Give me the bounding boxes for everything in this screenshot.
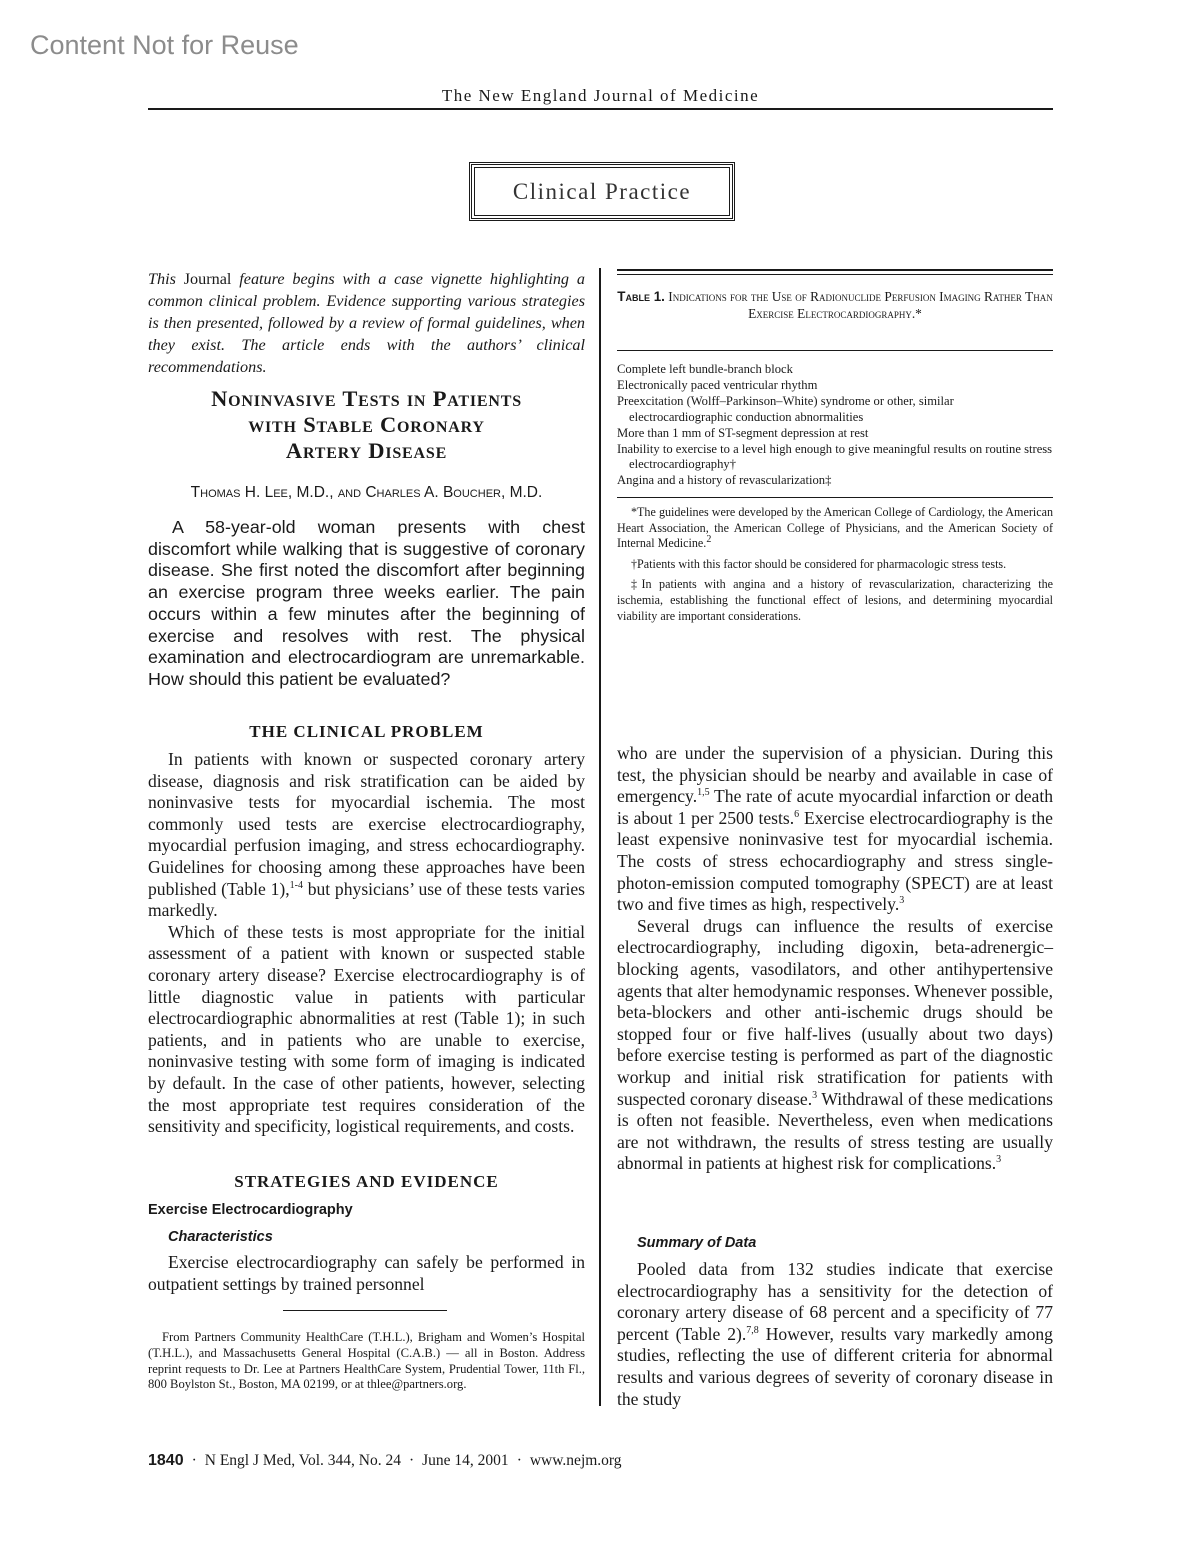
citation: N Engl J Med, Vol. 344, No. 24 (204, 1452, 401, 1469)
table-row: Electronically paced ventricular rhythm (617, 377, 818, 392)
table-notes (617, 505, 1053, 629)
journal-url: www.nejm.org (529, 1452, 622, 1469)
body-paragraph: In patients with known or suspected coronary artery disease, diagnosis and risk stratification can be aided by noninvasive tests for myocardial ischemia. The most commonly used tests are exercise electrocardiography, myocardial perfusion imaging, and stress echocardiography. Guidelines for choosing among these approaches have been published (Table 1),$^{1-4}$ but physicians’ use of these tests varies markedly. (148, 749, 585, 921)
table-note: †Patients with this factor should be considered for pharmacologic stress tests. (631, 556, 1007, 571)
body-paragraph: Several drugs can influence the results of exercise electrocardiography, including digoxin, beta-adrenergic–blocking agents, vasodilators, and other antihypertensive agents that alter hemodynamic responses. Whenever possible, beta-blockers and other anti-ischemic drugs should be stopped four or five half-lives (usually about two days) before exercise testing is performed as part of the diagnostic workup and initial risk stratification for patients with suspected coronary disease.$^3$ Withdrawal of these medications is often not feasible. Nevertheless, even when medications are not withdrawn, the results of stress testing are usually abnormal in patients at highest risk for complications.$^3$ (617, 915, 1053, 1174)
summary-of-data-subheading: Summary of Data (637, 1235, 757, 1251)
clinical-problem-heading: THE CLINICAL PROBLEM (249, 722, 484, 741)
right-column-text (617, 743, 1053, 1175)
table-label: Table 1. (617, 289, 665, 304)
table-note: ‡In patients with angina and a history of revascularization, characterizing the ischemia, establishing the functional effect of lesions, and determining myocardial viability are important considerations. (617, 577, 1053, 623)
journal-header: The New England Journal of Medicine (441, 86, 760, 105)
footnote-rule (283, 1310, 447, 1311)
characteristics-subheading: Characteristics (168, 1229, 273, 1245)
section-label: Clinical Practice (474, 167, 730, 216)
article-title: Noninvasive Tests in Patients with Stable Coronary Artery Disease (211, 386, 522, 463)
lead-paragraph: This Journal feature begins with a case vignette highlighting a common clinical problem. Evidence supporting various strategies is then presented, followed by a review of formal guidelines, when they exist. The article ends with the authors’ clinical recommendations. (148, 270, 585, 376)
watermark: Content Not for Reuse (30, 30, 299, 60)
table-note: *The guidelines were developed by the American College of Cardiology, the American Heart Association, the American College of Physicians, and the American Society of Internal Medicine.$^2$ (617, 505, 1053, 551)
clinical-problem-text (148, 749, 585, 1138)
body-paragraph: who are under the supervision of a physician. During this test, the physician should be nearby and available in case of emergency.$^{1,5}$ The rate of acute myocardial infarction or death is about 1 per 2500 tests.$^6$ Exercise electrocardiography is the least expensive noninvasive test for myocardial ischemia. The costs of stress echocardiography and stress single-photon-emission computed tomography (SPECT) are at least two and five times as high, respectively.$^3$ (617, 743, 1053, 915)
table-rows (617, 362, 1053, 489)
journal-word: Journal (183, 270, 232, 288)
table-row: Preexcitation (Wolff–Parkinson–White) syndrome or other, similar electrocardiographic conduction abnormalities (617, 393, 954, 424)
table-rule (617, 274, 1053, 275)
table-row: Inability to exercise to a level high enough to give meaningful results on routine stress electrocardiography† (617, 441, 1053, 472)
characteristics-text: Exercise electrocardiography can safely be performed in outpatient settings by trained personnel (148, 1252, 585, 1294)
body-paragraph: Which of these tests is most appropriate for the initial assessment of a patient with known or suspected stable coronary artery disease? Exercise electrocardiography is of little diagnostic value in patients with particular electrocardiographic abnormalities at rest (Table 1); in such patients, and in patients who are unable to exercise, noninvasive testing with some form of imaging is indicated by default. In the case of other patients, however, selecting the most appropriate test requires consideration of the sensitivity and specificity, logistical requirements, and costs. (148, 921, 585, 1137)
page-number: 1840 (148, 1452, 184, 1469)
affiliation-footnote: From Partners Community HealthCare (T.H.L.), Brigham and Women’s Hospital (T.H.L.), and Massachusetts General Hospital (C.A.B.) — all in Boston. Address reprint requests to Dr. Lee at Partners HealthCare System, Prudential Tower, 11th Fl., 800 Boylston St., Boston, MA 02199, or at thlee@partners.org. (148, 1330, 585, 1392)
page-footer: 1840 · N Engl J Med, Vol. 344, No. 24 · June 14, 2001 · www.nejm.org (148, 1452, 622, 1469)
table-rule (617, 497, 1053, 498)
authors: Thomas H. Lee, M.D., and Charles A. Boucher, M.D. (190, 484, 543, 501)
summary-of-data-text (617, 1259, 1053, 1410)
table-title: Table 1. Indications for the Use of Radionuclide Perfusion Imaging Rather Than Exercise Electrocardiography.* (617, 289, 1053, 321)
table-rule (617, 269, 1053, 271)
strategies-heading: STRATEGIES AND EVIDENCE (234, 1172, 499, 1191)
exercise-ecg-subheading: Exercise Electrocardiography (148, 1202, 353, 1218)
case-vignette: A 58-year-old woman presents with chest discomfort while walking that is suggestive of coronary disease. She first noted the discomfort after beginning an exercise program three weeks earlier. The pain occurs within a few minutes after the beginning of exercise and resolves with rest. The physical examination and electrocardiogram are unremarkable. How should this patient be evaluated? (148, 517, 585, 689)
body-paragraph: Pooled data from 132 studies indicate that exercise electrocardiography has a sensitivity for the detection of coronary artery disease of 68 percent and a specificity of 77 percent (Table 2).$^{7,8}$ However, results vary markedly among studies, reflecting the use of different criteria for abnormal results and various degrees of severity of coronary disease in the study (617, 1259, 1053, 1409)
issue-date: June 14, 2001 (422, 1452, 509, 1469)
table-row: Angina and a history of revascularization‡ (617, 473, 832, 488)
table-row: More than 1 mm of ST-segment depression at rest (617, 425, 869, 440)
table-rule (617, 350, 1053, 351)
column-divider (599, 268, 601, 1406)
section-box (469, 162, 735, 221)
header-rule (148, 108, 1053, 110)
table-row: Complete left bundle-branch block (617, 362, 793, 376)
